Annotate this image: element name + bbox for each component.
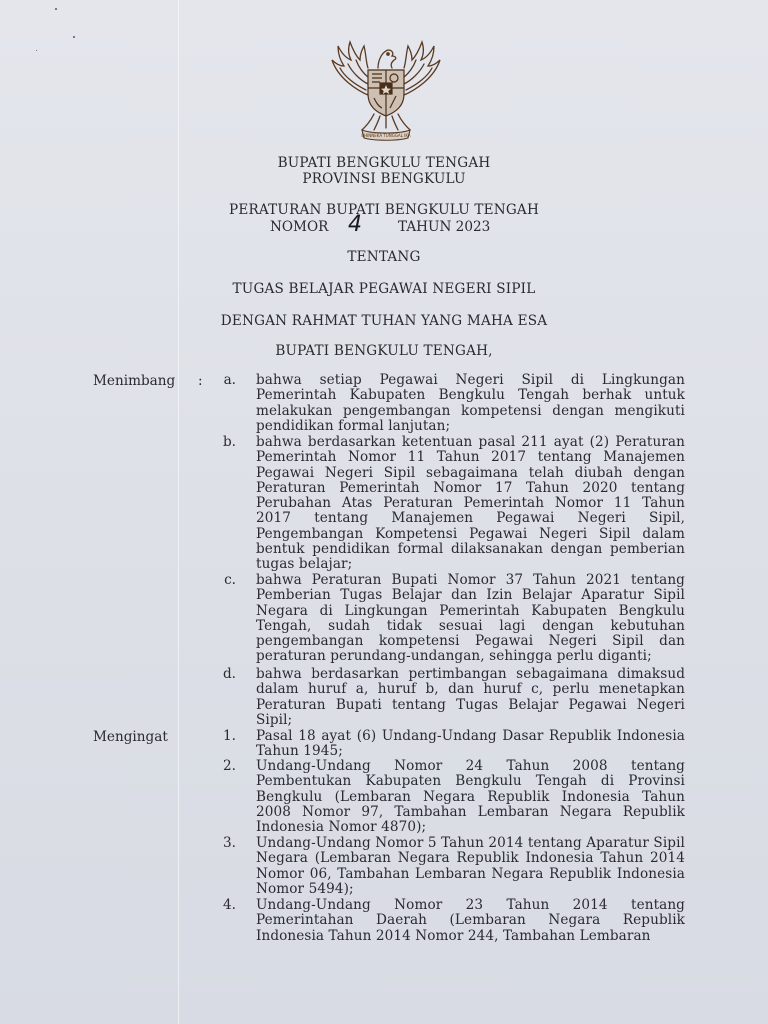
invocation: DENGAN RAHMAT TUHAN YANG MAHA ESA <box>220 313 548 329</box>
year-label: TAHUN 2023 <box>398 219 491 235</box>
item-marker: d. <box>222 666 236 682</box>
item-text: Undang-Undang Nomor 24 Tahun 2008 tentang Pembentukan Kabupaten Bengkulu Tengah di Provinsi Bengkulu (Lembaran Negara Republik Indonesia Tahun 2008 Nomor 97, Tambahan Lembaran Negara Republik Indonesia Nomor 4870); <box>256 758 685 836</box>
menimbang-colon: : <box>198 373 203 389</box>
garuda-pancasila-emblem-icon <box>326 38 446 144</box>
regulation-subject: TUGAS BELAJAR PEGAWAI NEGERI SIPIL <box>232 281 536 297</box>
item-marker: 4. <box>223 897 236 913</box>
nomor-label: NOMOR <box>270 219 329 235</box>
issuer-line-2: PROVINSI BENGKULU <box>302 171 466 187</box>
item-marker: 3. <box>223 835 236 851</box>
item-text: Undang-Undang Nomor 23 Tahun 2014 tentang Pemerintahan Daerah (Lembaran Negara Republik Indonesia Tahun 2014 Nomor 244, Tambahan Lembaran <box>256 897 685 944</box>
scan-edge-line <box>178 0 179 1024</box>
item-text: Undang-Undang Nomor 5 Tahun 2014 tentang Aparatur Sipil Negara (Lembaran Negara Republik Indonesia Tahun 2014 Nomor 06, Tambahan Lembaran Negara Republik Indonesia Nomor 5494); <box>256 835 685 897</box>
item-text: bahwa setiap Pegawai Negeri Sipil di Lingkungan Pemerintah Kabupaten Bengkulu Tengah berhak untuk melakukan pengembangan kompetensi dengan mengikuti pendidikan formal lanjutan; <box>256 372 685 434</box>
enactor: BUPATI BENGKULU TENGAH, <box>275 343 493 359</box>
menimbang-label: Menimbang <box>93 373 176 389</box>
item-marker: b. <box>222 434 236 450</box>
issuer-line-1: BUPATI BENGKULU TENGAH <box>277 155 491 171</box>
item-text: bahwa berdasarkan pertimbangan sebagaimana dimaksud dalam huruf a, huruf b, dan huruf c, perlu menetapkan Peraturan Bupati tentang Tugas Belajar Pegawai Negeri Sipil; <box>256 666 685 728</box>
scan-speck <box>36 50 37 51</box>
tentang-heading: TENTANG <box>347 249 421 265</box>
scan-speck <box>73 36 75 38</box>
emblem-motto: BHINNEKA TUNGGAL IKA <box>361 133 411 138</box>
nomor-handwritten-number: 4 <box>348 212 362 237</box>
item-marker: c. <box>224 572 236 588</box>
mengingat-label: Mengingat <box>93 729 168 745</box>
item-marker: 2. <box>223 758 236 774</box>
item-text: bahwa berdasarkan ketentuan pasal 211 ayat (2) Peraturan Pemerintah Nomor 11 Tahun 2017 tentang Manajemen Pegawai Negeri Sipil sebagaimana telah diubah dengan Peraturan Pemerintah Nomor 17 Tahun 2020 tentang Perubahan Atas Peraturan Pemerintah Nomor 11 Tahun 2017 tentang Manajemen Pegawai Negeri Sipil, Pengembangan Kompetensi Pegawai Negeri Sipil dalam bentuk pendidikan formal dilaksanakan dengan pemberian tugas belajar; <box>256 434 685 573</box>
nomor-line <box>270 212 530 238</box>
item-text: bahwa Peraturan Bupati Nomor 37 Tahun 2021 tentang Pemberian Tugas Belajar dan Izin Belajar Aparatur Sipil Negara di Lingkungan Pemerintah Kabupaten Bengkulu Tengah, sudah tidak sesuai lagi dengan kebutuhan pengembangan kompetensi Pegawai Negeri Sipil dan peraturan perundang-undangan, sehingga perlu diganti; <box>256 572 685 665</box>
scan-speck <box>55 8 57 10</box>
regulation-title: PERATURAN BUPATI BENGKULU TENGAH <box>228 202 539 218</box>
item-marker: 1. <box>223 728 236 744</box>
item-marker: a. <box>223 372 236 388</box>
item-text: Pasal 18 ayat (6) Undang-Undang Dasar Republik Indonesia Tahun 1945; <box>256 728 685 760</box>
